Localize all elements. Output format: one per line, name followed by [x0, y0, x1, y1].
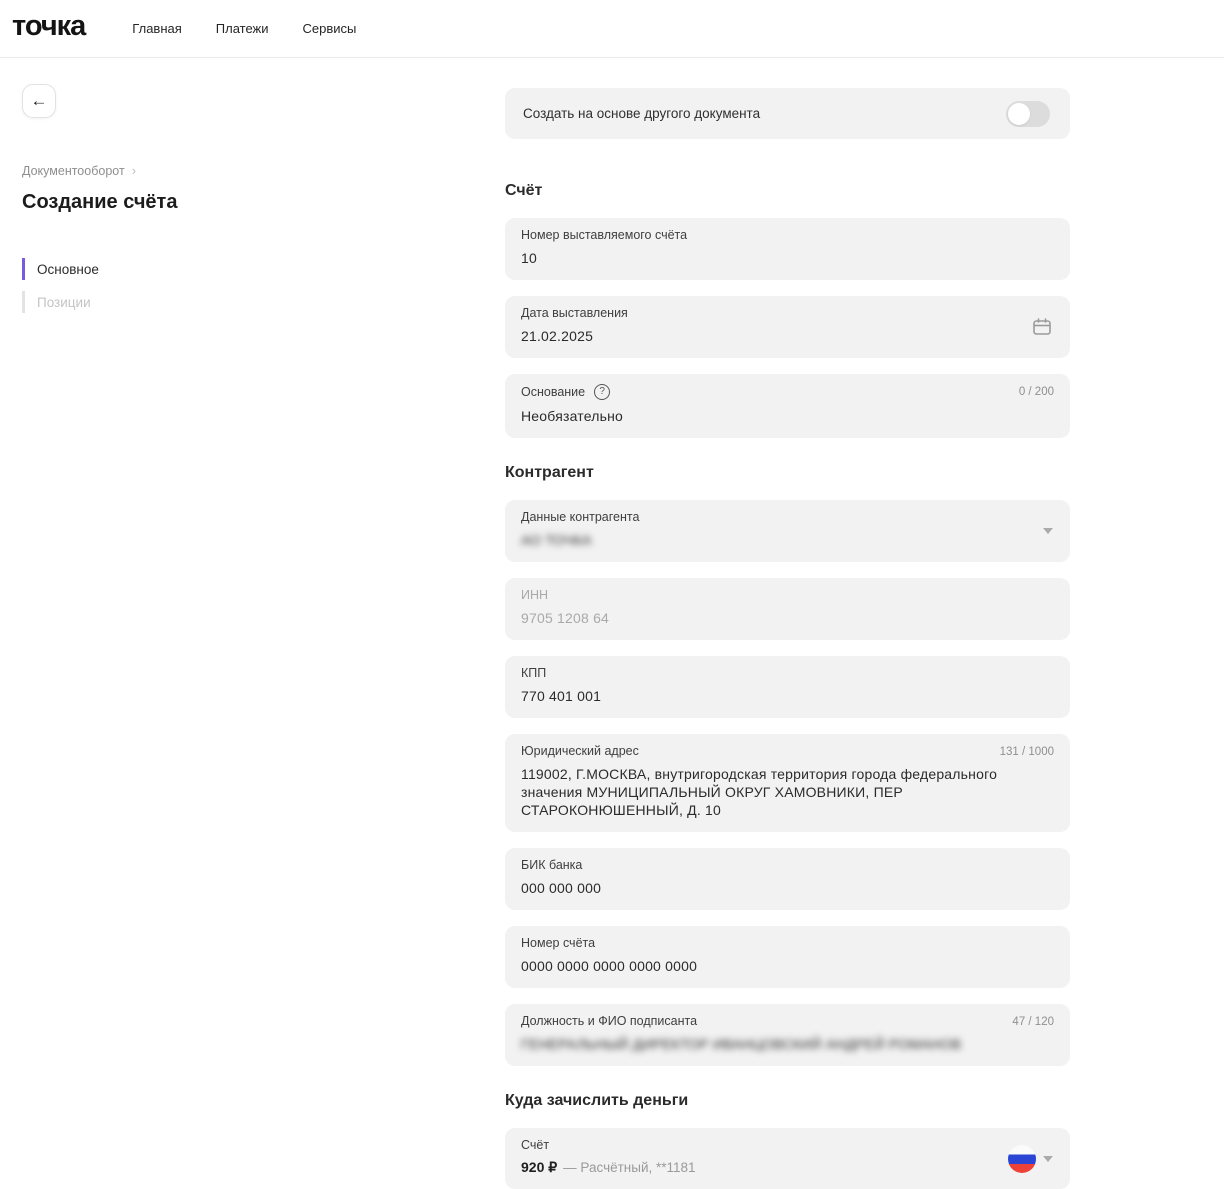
main-nav	[132, 21, 356, 36]
legal-address-char-counter: 131 / 1000	[999, 746, 1054, 758]
signer-value-redacted[interactable]: ГЕНЕРАЛЬНЫЙ ДИРЕКТОР ИВАНЦОВСКИЙ АНДРЕЙ РОМАНОВ	[521, 1036, 962, 1052]
left-sidebar	[22, 84, 422, 313]
signer-label: Должность и ФИО подписанта	[521, 1014, 698, 1028]
counterparty-value-redacted[interactable]: АО ТОЧКА	[521, 532, 592, 548]
counterparty-label: Данные контрагента	[521, 510, 640, 524]
create-from-document-toggle[interactable]	[1006, 101, 1050, 127]
breadcrumb-label[interactable]: Документооборот	[22, 163, 125, 178]
create-from-document-card	[505, 88, 1070, 139]
basis-char-counter: 0 / 200	[1018, 386, 1054, 398]
counterparty-select[interactable]	[505, 500, 1070, 562]
invoice-number-value[interactable]: 10	[521, 250, 537, 266]
kpp-label: КПП	[521, 666, 547, 680]
section-title-deposit: Куда зачислить деньги	[505, 1092, 689, 1109]
back-button[interactable]	[22, 84, 56, 118]
bik-placeholder[interactable]: 000 000 000	[521, 880, 602, 896]
step-positions[interactable]	[22, 291, 422, 313]
create-from-document-label: Создать на основе другого документа	[523, 106, 761, 121]
deposit-account-details: — Расчётный, **1181	[563, 1160, 696, 1175]
signer-field[interactable]	[505, 1004, 1070, 1066]
deposit-account-amount: 920 ₽	[521, 1159, 558, 1175]
inn-field	[505, 578, 1070, 640]
inn-value: 9705 1208 64	[521, 610, 610, 626]
chevron-down-icon[interactable]	[1043, 1156, 1053, 1162]
step-main-label: Основное	[37, 261, 99, 277]
section-title-counterparty: Контрагент	[505, 464, 594, 481]
deposit-account-select[interactable]	[505, 1128, 1070, 1189]
chevron-right-icon: ›	[131, 163, 137, 178]
legal-address-label: Юридический адрес	[521, 744, 639, 758]
signer-char-counter: 47 / 120	[1012, 1016, 1054, 1028]
nav-item-payments[interactable]: Платежи	[215, 21, 269, 36]
legal-address-field[interactable]	[505, 734, 1070, 832]
invoice-number-label: Номер выставляемого счёта	[521, 228, 688, 242]
step-list	[22, 258, 422, 313]
issue-date-field[interactable]	[505, 296, 1070, 358]
account-number-label: Номер счёта	[521, 936, 596, 950]
issue-date-label: Дата выставления	[521, 306, 628, 320]
legal-address-value[interactable]: 119002, Г.МОСКВА, внутригородская территория города федерального значения МУНИЦИПАЛЬНЫЙ ОКРУГ ХАМОВНИКИ, ПЕР СТАРОКОНЮШЕННЫЙ, Д. 10	[521, 766, 998, 818]
back-arrow-icon: ←	[30, 91, 48, 110]
basis-field[interactable]	[505, 374, 1070, 438]
basis-placeholder[interactable]: Необязательно	[521, 408, 624, 424]
issue-date-value[interactable]: 21.02.2025	[521, 328, 594, 344]
tochka-logo: точка	[12, 10, 86, 42]
nav-item-services[interactable]: Сервисы	[302, 21, 357, 36]
bik-label: БИК банка	[521, 858, 583, 872]
calendar-icon[interactable]	[1031, 316, 1053, 338]
kpp-value[interactable]: 770 401 001	[521, 688, 602, 704]
basis-label: Основание	[521, 385, 586, 399]
toggle-knob	[1008, 103, 1030, 125]
kpp-field[interactable]	[505, 656, 1070, 718]
chevron-down-icon[interactable]	[1043, 528, 1053, 534]
deposit-account-label: Счёт	[521, 1138, 550, 1152]
page-title: Создание счёта	[22, 191, 178, 213]
form-content	[505, 58, 1070, 1189]
section-title-invoice: Счёт	[505, 182, 543, 199]
step-main[interactable]	[22, 258, 422, 280]
account-number-placeholder[interactable]: 0000 0000 0000 0000 0000	[521, 958, 698, 974]
invoice-number-field[interactable]	[505, 218, 1070, 280]
inn-label: ИНН	[521, 588, 549, 602]
breadcrumb[interactable]	[22, 163, 422, 178]
nav-item-main[interactable]: Главная	[132, 21, 182, 36]
bik-field[interactable]	[505, 848, 1070, 910]
help-icon[interactable]: ?	[594, 384, 610, 400]
top-header	[0, 0, 1224, 58]
step-positions-label: Позиции	[37, 294, 91, 310]
account-number-field[interactable]	[505, 926, 1070, 988]
russia-flag-icon	[1008, 1145, 1036, 1173]
